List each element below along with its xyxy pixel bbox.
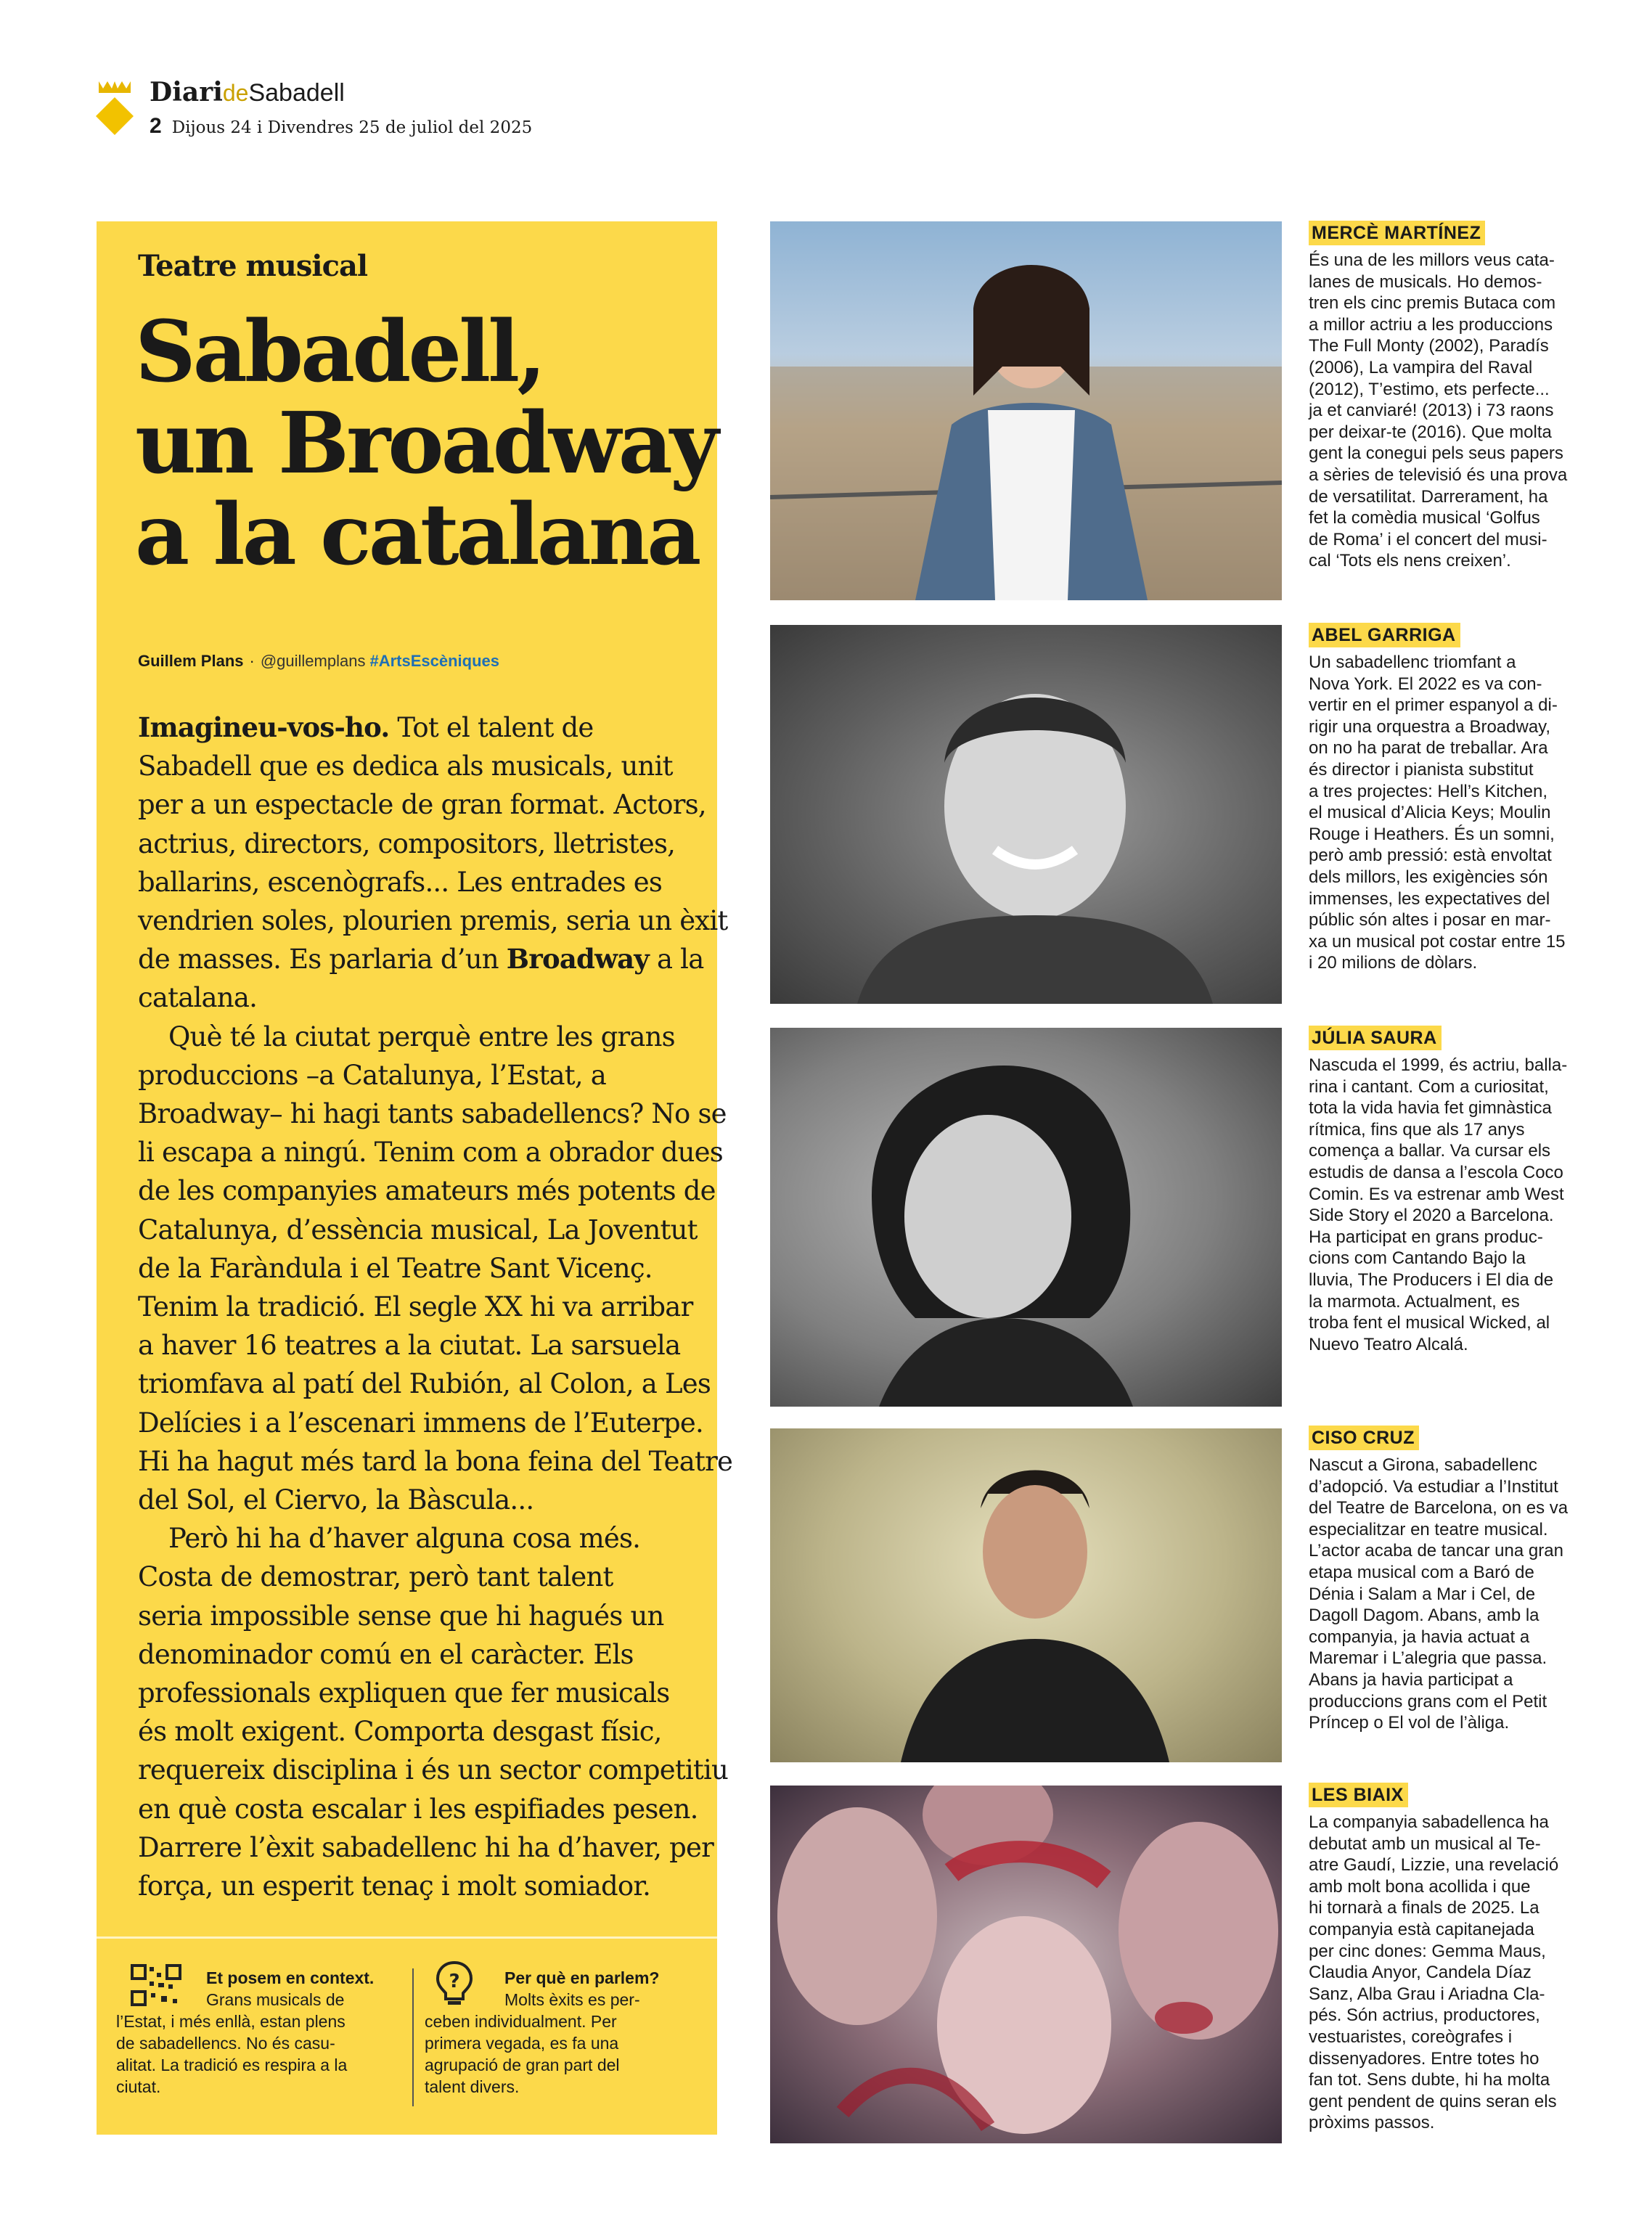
profile-name: MERCÈ MARTÍNEZ [1309,221,1485,245]
profile-line: per cinc dones: Gemma Maus, [1309,1941,1546,1961]
profile-merce-martinez [1309,221,1584,572]
profile-line: Príncep o El vol de l’àliga. [1309,1713,1510,1733]
profile-line: la marmota. Actualment, es [1309,1291,1520,1312]
body-line: per a un espectacle de gran format. Actors, [138,789,706,821]
context-title: Et posem en context. [206,1968,375,1987]
context-line: ciutat. [116,2077,161,2096]
profile-line: The Full Monty (2002), Paradís [1309,336,1549,356]
context-line: de sabadellencs. No és casu- [116,2034,335,2053]
body-line: requereix disciplina i és un sector competitiu [138,1754,729,1786]
body-line: li escapa a ningú. Tenim com a obrador dues [138,1137,723,1169]
body-line: catalana. [138,982,258,1014]
profile-line: Nascut a Girona, sabadellenc [1309,1455,1537,1475]
context-line: Grans musicals de [206,1990,345,2009]
profile-line: el musical d’Alicia Keys; Moulin [1309,803,1551,823]
body-line: Costa de demostrar, però tant talent [138,1561,613,1593]
profile-line: Nascuda el 1999, és actriu, balla- [1309,1055,1568,1075]
context-line: l’Estat, i més enllà, estan plens [116,2012,345,2031]
masthead-name-sabadell: Sabadell [248,79,345,107]
profile-line: Claudia Anyor, Candela Díaz [1309,1963,1532,1983]
profile-line: és director i pianista substitut [1309,759,1534,780]
profile-line: dissenyadores. Entre totes ho [1309,2048,1539,2069]
profile-text [1309,1812,1584,2134]
profile-line: troba fent el musical Wicked, al [1309,1313,1550,1333]
profile-line: Dénia i Salam a Mar i Cel, de [1309,1584,1536,1604]
profile-line: vestuaristes, coreògrafes i [1309,2026,1513,2047]
body-line: Delícies i a l’escenari immens de l’Euterpe. [138,1407,703,1439]
body-line: Què té la ciutat perquè entre les grans [168,1021,675,1052]
byline-separator: · [249,652,255,670]
profile-line: companyia està capitanejada [1309,1919,1534,1939]
issue-date: Dijous 24 i Divendres 25 de juliol del 2025 [171,118,533,137]
photo-ciso-cruz [770,1428,1282,1762]
body-line: a haver 16 teatres a la ciutat. La sarsuela [138,1330,681,1362]
body-line: triomfava al patí del Rubión, al Colon, a Les [138,1368,711,1400]
profile-line: (2006), La vampira del Raval [1309,357,1533,377]
body-line: del Sol, el Ciervo, la Bàscula... [138,1484,534,1516]
svg-text:?: ? [449,1971,460,1992]
body-line: Hi ha hagut més tard la bona feina del Teatre [138,1445,733,1477]
profile-name: ABEL GARRIGA [1309,623,1460,647]
profile-line: La companyia sabadellenca ha [1309,1812,1549,1832]
body-line: de les companyies amateurs més potents de [138,1175,716,1207]
profile-line: Rouge i Heathers. És un somni, [1309,824,1555,844]
profile-line: Abans ja havia participat a [1309,1669,1513,1690]
body-line-tail: a la [649,944,704,976]
broadway-bold: Broadway [506,943,649,976]
profile-line: cions com Cantando Bajo la [1309,1248,1526,1269]
profile-line: per deixar-te (2016). Que molta [1309,422,1552,442]
profile-line: Maremar i L’alegria que passa. [1309,1648,1547,1669]
profile-text [1309,1455,1584,1734]
profile-abel-garriga [1309,623,1584,974]
lead-rest: Tot el talent de [389,712,594,743]
profile-text [1309,250,1584,572]
profile-line: tota la vida havia fet gimnàstica [1309,1098,1552,1118]
profile-name: LES BIAIX [1309,1783,1408,1807]
profile-line: Nova York. El 2022 es va con- [1309,674,1542,694]
profile-text [1309,652,1584,974]
body-line: seria impossible sense que hi hagués un [138,1600,664,1632]
why-line: ceben individualment. Per [425,2012,617,2031]
profile-line: vertir en el primer espanyol a di- [1309,695,1558,716]
body-line: Catalunya, d’essència musical, La Joventut [138,1214,698,1246]
profile-line: Side Story el 2020 a Barcelona. [1309,1206,1554,1226]
profile-line: rigir una orquestra a Broadway, [1309,716,1551,737]
masthead-name-de: de [222,80,249,106]
profile-line: debutat amb un musical al Te- [1309,1833,1541,1854]
profile-line: rina i cantant. Com a curiositat, [1309,1076,1549,1097]
why-line: agrupació de gran part del [425,2056,620,2074]
profile-line: estudis de dansa a l’escola Coco [1309,1162,1563,1182]
profile-text [1309,1055,1584,1355]
profile-line: cal ‘Tots els nens creixen’. [1309,551,1511,571]
author-handle[interactable]: @guillemplans [260,652,366,670]
lead-word: Imagineu-vos-ho. [138,711,390,743]
profile-line: gent la conegui pels seus papers [1309,443,1563,464]
body-line: professionals expliquen que fer musicals [138,1677,670,1709]
profile-line: Nuevo Teatro Alcalá. [1309,1334,1468,1354]
profile-line: dels millors, les exigències són [1309,867,1548,887]
context-box [116,1967,388,2098]
profile-line: a millor actriu a les produccions [1309,314,1553,335]
body-line: denominador comú en el caràcter. Els [138,1638,634,1670]
profile-line: especialitzar en teatre musical. [1309,1519,1548,1539]
profile-line: amb molt bona acollida i que [1309,1876,1531,1897]
profile-line: (2012), T’estimo, ets perfecte... [1309,379,1550,399]
profile-line: de Roma’ i el concert del musi- [1309,529,1547,549]
photo-les-biaix [770,1786,1282,2143]
why-line: Molts èxits es per- [504,1990,640,2009]
profile-line: a tres projectes: Hell’s Kitchen, [1309,781,1548,801]
body-line: és molt exigent. Comporta desgast físic, [138,1716,662,1748]
profile-line: gent pendent de quins seran els [1309,2091,1557,2111]
profile-line: de versatilitat. Darrerament, ha [1309,486,1548,507]
profile-line: lanes de musicals. Ho demos- [1309,271,1542,292]
profile-line: Sanz, Alba Grau i Ariadna Cla- [1309,1984,1545,2004]
author-name: Guillem Plans [138,652,244,670]
headline-line: a la catalana [135,486,699,584]
diari-de-sabadell-logo [93,78,136,136]
photo-abel-garriga [770,625,1282,1004]
profile-les-biaix [1309,1783,1584,2134]
headline-line: Sabadell, [135,303,544,401]
profile-name: JÚLIA SAURA [1309,1026,1442,1050]
profile-line: fan tot. Sens dubte, hi ha molta [1309,2070,1550,2090]
page-info [150,114,532,139]
profile-line: on no ha parat de treballar. Ara [1309,738,1548,758]
profile-line: tren els cinc premis Butaca com [1309,293,1556,314]
profile-line: del Teatre de Barcelona, on es va [1309,1498,1569,1518]
profile-line: Dagoll Dagom. Abans, amb la [1309,1606,1539,1626]
profile-line: xa un musical pot costar entre 15 [1309,931,1566,952]
profile-line: però amb pressió: està envoltat [1309,846,1552,866]
section-kicker: Teatre musical [138,249,368,283]
profile-line: pés. Són actrius, productores, [1309,2005,1540,2026]
photo-merce-martinez [770,221,1282,600]
byline [138,652,499,671]
profile-line: companyia, ja havia actuat a [1309,1627,1530,1647]
profile-line: pròxims passos. [1309,2113,1435,2133]
profile-line: L’actor acaba de tancar una gran [1309,1541,1563,1561]
hashtag-link[interactable]: #ArtsEscèniques [369,652,499,670]
profile-julia-saura [1309,1026,1584,1355]
box-separator [412,1968,414,2106]
headline [135,303,716,584]
profile-line: comença a ballar. Va cursar els [1309,1141,1551,1161]
panel-divider [97,1936,717,1939]
body-line: de la Faràndula i el Teatre Sant Vicenç. [138,1252,653,1284]
profile-line: atre Gaudí, Lizzie, una revelació [1309,1855,1559,1876]
profile-line: És una de les millors veus cata- [1309,250,1555,270]
article-body [138,708,733,1905]
masthead-title[interactable] [150,77,345,107]
body-line: vendrien soles, plourien premis, seria un èxit [138,905,728,937]
profile-line: hi tornarà a finals de 2025. La [1309,1898,1539,1918]
profile-line: ja et canviaré! (2013) i 73 raons [1309,401,1554,421]
why-line: primera vegada, es fa una [425,2034,619,2053]
why-title: Per què en parlem? [504,1968,660,1987]
profile-line: rítmica, fins que als 17 anys [1309,1119,1525,1140]
body-line: Sabadell que es dedica als musicals, unit [138,751,673,782]
profile-line: d’adopció. Va estudiar a l’Institut [1309,1476,1558,1497]
profile-name: CISO CRUZ [1309,1426,1419,1450]
body-line: actrius, directors, compositors, lletristes, [138,827,676,859]
profile-line: etapa musical com a Baró de [1309,1562,1534,1582]
body-line: Però hi ha d’haver alguna cosa més. [168,1523,641,1555]
masthead-name-diari: Diari [150,77,223,107]
photo-julia-saura [770,1028,1282,1407]
profile-line: lluvia, The Producers i El dia de [1309,1269,1554,1290]
profile-line: Ha participat en grans produc- [1309,1227,1543,1247]
profile-line: immenses, les expectatives del [1309,888,1550,909]
body-line: Darrere l’èxit sabadellenc hi ha d’haver, per [138,1831,714,1863]
body-line: Broadway– hi hagi tants sabadellencs? No se [138,1098,727,1130]
profile-line: produccions grans com el Petit [1309,1691,1547,1711]
body-line: força, un esperit tenaç i molt somiador. [138,1870,651,1902]
body-line: de masses. Es parlaria d’un [138,944,499,976]
page-number: 2 [150,114,162,138]
body-line: Tenim la tradició. El segle XX hi va arribar [138,1291,693,1323]
body-line: en què costa escalar i les espifiades pesen. [138,1793,698,1825]
profile-ciso-cruz [1309,1426,1584,1734]
body-line: produccions –a Catalunya, l’Estat, a [138,1059,607,1091]
why-box [425,1967,697,2098]
profile-line: Comin. Es va estrenar amb West [1309,1184,1564,1204]
profile-line: a sèries de televisió és una prova [1309,465,1568,485]
profile-line: Un sabadellenc triomfant a [1309,653,1516,672]
why-line: talent divers. [425,2077,520,2096]
profile-line: públic són altes i posar en mar- [1309,910,1551,931]
context-line: alitat. La tradició es respira a la [116,2056,348,2074]
profile-line: fet la comèdia musical ‘Golfus [1309,508,1540,528]
profile-line: i 20 milions de dòlars. [1309,953,1478,973]
headline-line: un Broadway [135,394,716,493]
body-line: ballarins, escenògrafs... Les entrades es [138,866,663,898]
